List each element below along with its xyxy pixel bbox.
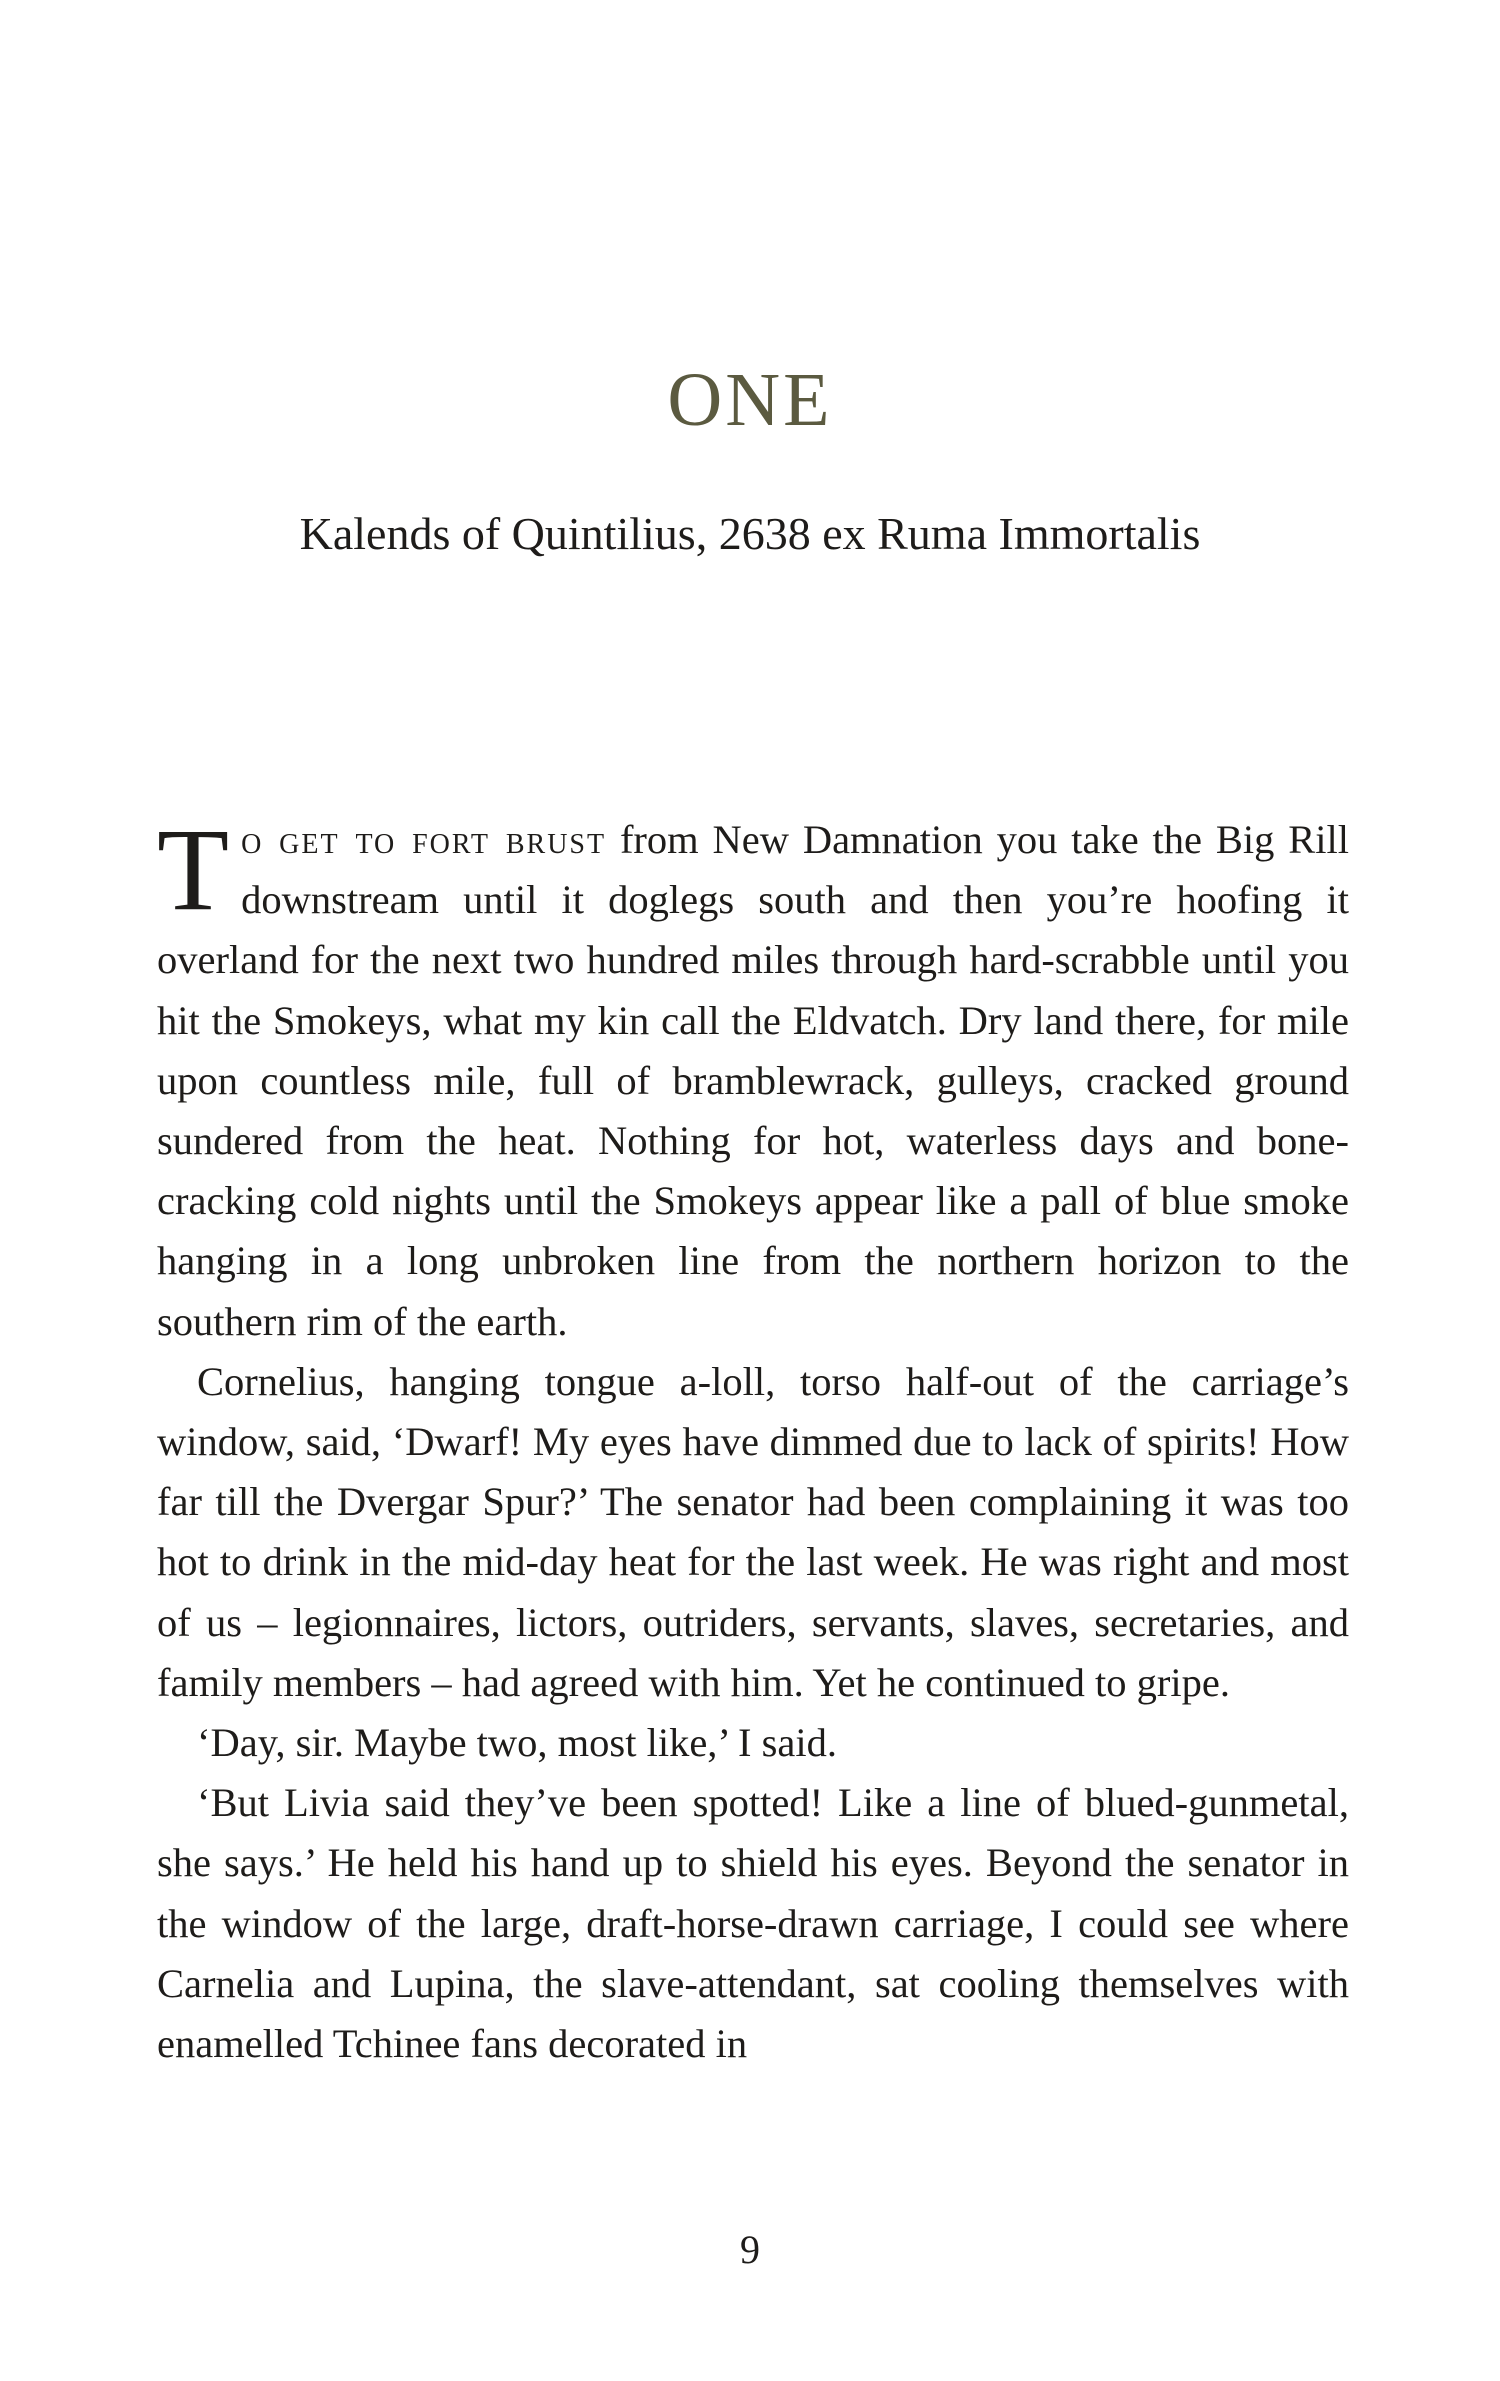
chapter-body xyxy=(157,804,1349,2074)
paragraph-3: ‘Day, sir. Maybe two, most like,’ I said. xyxy=(197,1720,838,1766)
chapter-date: Kalends of Quintilius, 2638 ex Ruma Immortalis xyxy=(299,508,1201,559)
paragraph-2: Cornelius, hanging tongue a-loll, torso half-out of the carriage’s window, said, ‘Dwarf! My eyes have dimmed due to lack of spirits! How far till the Dvergar Spur?’ The senator had been complaining it was too hot to drink in the mid-day heat for the last week. He was right and most of us – legionnaires, lictors, outriders, servants, slaves, secretaries, and family members – had agreed with him. Yet he continued to gripe. xyxy=(157,1358,1349,1705)
paragraph-1 xyxy=(157,804,1349,1352)
drop-cap: T xyxy=(157,804,230,935)
chapter-number: ONE xyxy=(667,358,833,442)
page-number: 9 xyxy=(740,2227,760,2272)
paragraph-4: ‘But Livia said they’ve been spotted! Like a line of blued-gunmetal, she says.’ He held his hand up to shield his eyes. Beyond the senator in the window of the large, draft-horse-drawn carriage, I could see where Carnelia and Lupina, the slave-attendant, sat cooling themselves with enamelled Tchinee fans decorated in xyxy=(157,1780,1349,2067)
lead-in-smallcaps: o get to fort brust xyxy=(241,817,607,862)
paragraph-1-text: from New Damnation you take the Big Rill downstream until it doglegs south and then you’re hoofing it overland for the next two hundred miles through hard-scrabble until you hit the Smokeys, what my kin call the Eldvatch. Dry land there, for mile upon countless mile, full of bramblewrack, gulleys, cracked ground sundered from the heat. Nothing for hot, waterless days and bone-cracking cold nights until the Smokeys appear like a pall of blue smoke hanging in a long unbroken line from the northern horizon to the southern rim of the earth. xyxy=(157,817,1349,1344)
